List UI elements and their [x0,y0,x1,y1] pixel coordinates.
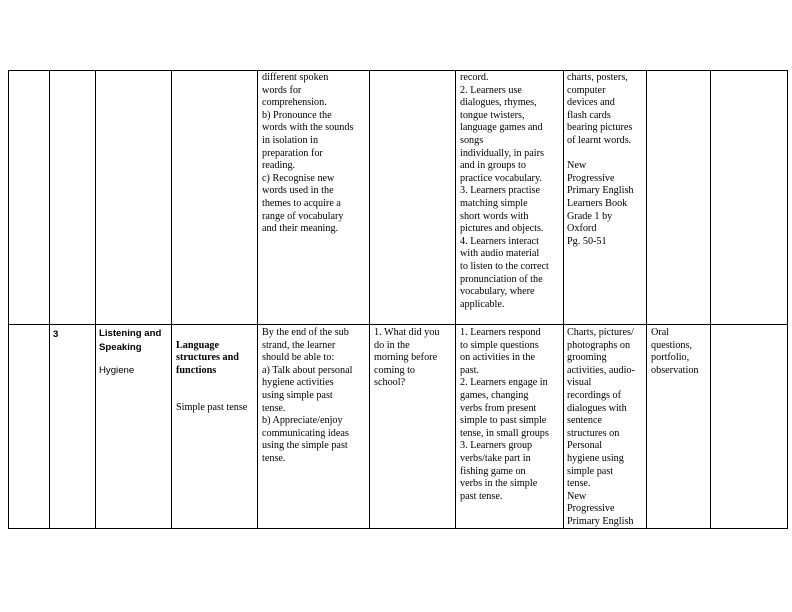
learning-resources-cell: Charts, pictures/ photographs on grooming activities, audio- visual recordings of dialogues with sentence structures on Personal hygiene using simple past tense. New Progressive Primary English [567,327,635,527]
column-line [710,70,711,529]
learning-resources-cell: charts, posters, computer devices and flash cards bearing pictures of learnt words. New Progressive Primary English Learners Book Grade 1 by Oxford Pg. 50-51 [567,72,634,247]
column-line [8,70,9,529]
column-line [455,70,456,529]
learning-experiences-cell: 1. Learners respond to simple questions on activities in the past. 2. Learners engage in games, changing verbs from present simple to past simple tense, in small groups 3. Learners group verbs/take part in fishing game on verbs in the simple past tense. [460,327,549,502]
table-grid [8,70,788,529]
sub-strand-cell [176,327,257,427]
table-border-bottom [8,528,788,529]
table-border-top [8,70,788,71]
column-line [257,70,258,529]
sub-strand-topic: Simple past tense [176,401,248,413]
row-divider [8,324,788,325]
strand-topic: Hygiene [99,365,135,376]
column-line [95,70,96,529]
assessment-methods-cell: Oral questions, portfolio, observation [651,327,699,376]
scheme-of-work-table [8,70,788,529]
sub-strand-title: Language structures and functions [176,339,239,376]
learning-experiences-cell: record. 2. Learners use dialogues, rhymes, tongue twisters, language games and songs individually, in pairs and in groups to practice vocabulary. 3. Learners practise matching simple short words with pictures and objects. 4. Learners interact with audio material to listen to the correct pronunciation of the vocabulary, where applicable. [460,72,549,310]
lesson-number: 3 [53,329,59,340]
strand-title: Listening and Speaking [99,328,162,353]
learning-outcomes-cell: By the end of the sub strand, the learner should be able to: a) Talk about personal hygiene activities using simple past tense. b) Appreciate/enjoy communicating ideas using the simple past tense. [262,327,353,464]
column-line [369,70,370,529]
column-line [171,70,172,529]
column-line [787,70,788,529]
key-inquiry-question-cell: 1. What did you do in the morning before coming to school? [374,327,440,389]
learning-outcomes-cell: different spoken words for comprehension. b) Pronounce the words with the sounds in isolation in preparation for reading. c) Recognise new words used in the themes to acquire a range of vocabulary and their meaning. [262,72,354,235]
strand-cell [99,327,171,378]
column-line [49,70,50,529]
